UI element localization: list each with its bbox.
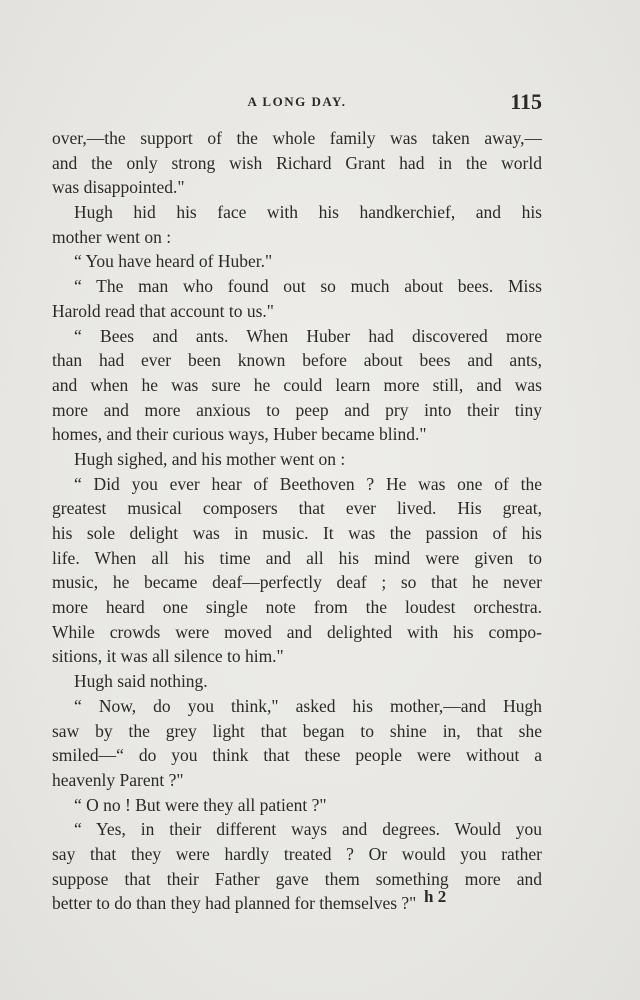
- text-line: Hugh said nothing.: [74, 671, 208, 692]
- text-line: “ Yes, in their different ways and degrees. Would you: [74, 819, 542, 840]
- text-line: “ O no ! But were they all patient ?": [74, 794, 327, 815]
- text-line: “ Bees and ants. When Huber had discovered more: [74, 325, 542, 346]
- text-line: his sole delight was in music. It was the passion of his: [52, 523, 542, 543]
- text-line: over,—the support of the whole family was taken away,—: [52, 128, 542, 148]
- text-line: Hugh hid his face with his handkerchief, and his: [74, 202, 542, 223]
- text-line: While crowds were moved and delighted with his compo-: [52, 621, 542, 642]
- page-number: 115: [510, 89, 542, 114]
- text-line: say that they were hardly treated ? Or would you rather: [52, 843, 542, 864]
- text-line: suppose that their Father gave them something more and: [52, 868, 542, 889]
- text-line: life. When all his time and all his mind were given to: [52, 547, 542, 568]
- text-line: was disappointed.": [52, 177, 185, 198]
- text-line: heavenly Parent ?": [52, 769, 184, 790]
- text-line: better to do than they had planned for themselves ?": [52, 893, 417, 914]
- page-header: [52, 89, 542, 122]
- text-line: Harold read that account to us.": [52, 300, 274, 321]
- text-line: “ The man who found out so much about bees. Miss: [74, 276, 542, 297]
- text-line: and when he was sure he could learn more still, and was: [52, 374, 542, 395]
- text-line: sitions, it was all silence to him.": [52, 646, 284, 667]
- text-line: homes, and their curious ways, Huber became blind.": [52, 424, 427, 445]
- text-line: mother went on :: [52, 226, 172, 247]
- text-line: than had ever been known before about bees and ants,: [52, 350, 542, 371]
- text-line: “ Did you ever hear of Beethoven ? He was one of the: [74, 473, 542, 494]
- running-title: A LONG DAY.: [247, 94, 347, 109]
- signature-mark: h 2: [424, 887, 447, 906]
- text-line: music, he became deaf—perfectly deaf ; so that he never: [52, 572, 542, 593]
- text-line: more and more anxious to peep and pry into their tiny: [52, 399, 542, 420]
- text-line: Hugh sighed, and his mother went on :: [74, 448, 346, 469]
- text-line: saw by the grey light that began to shine in, that she: [52, 720, 542, 741]
- text-line: greatest musical composers that ever lived. His great,: [52, 498, 542, 519]
- body-text: [52, 126, 542, 916]
- text-line: “ You have heard of Huber.": [74, 251, 273, 272]
- text-line: “ Now, do you think," asked his mother,—and Hugh: [74, 695, 542, 716]
- text-line: smiled—“ do you think that these people were without a: [52, 745, 542, 766]
- text-line: more heard one single note from the loudest orchestra.: [52, 597, 542, 618]
- text-line: and the only strong wish Richard Grant had in the world: [52, 152, 542, 173]
